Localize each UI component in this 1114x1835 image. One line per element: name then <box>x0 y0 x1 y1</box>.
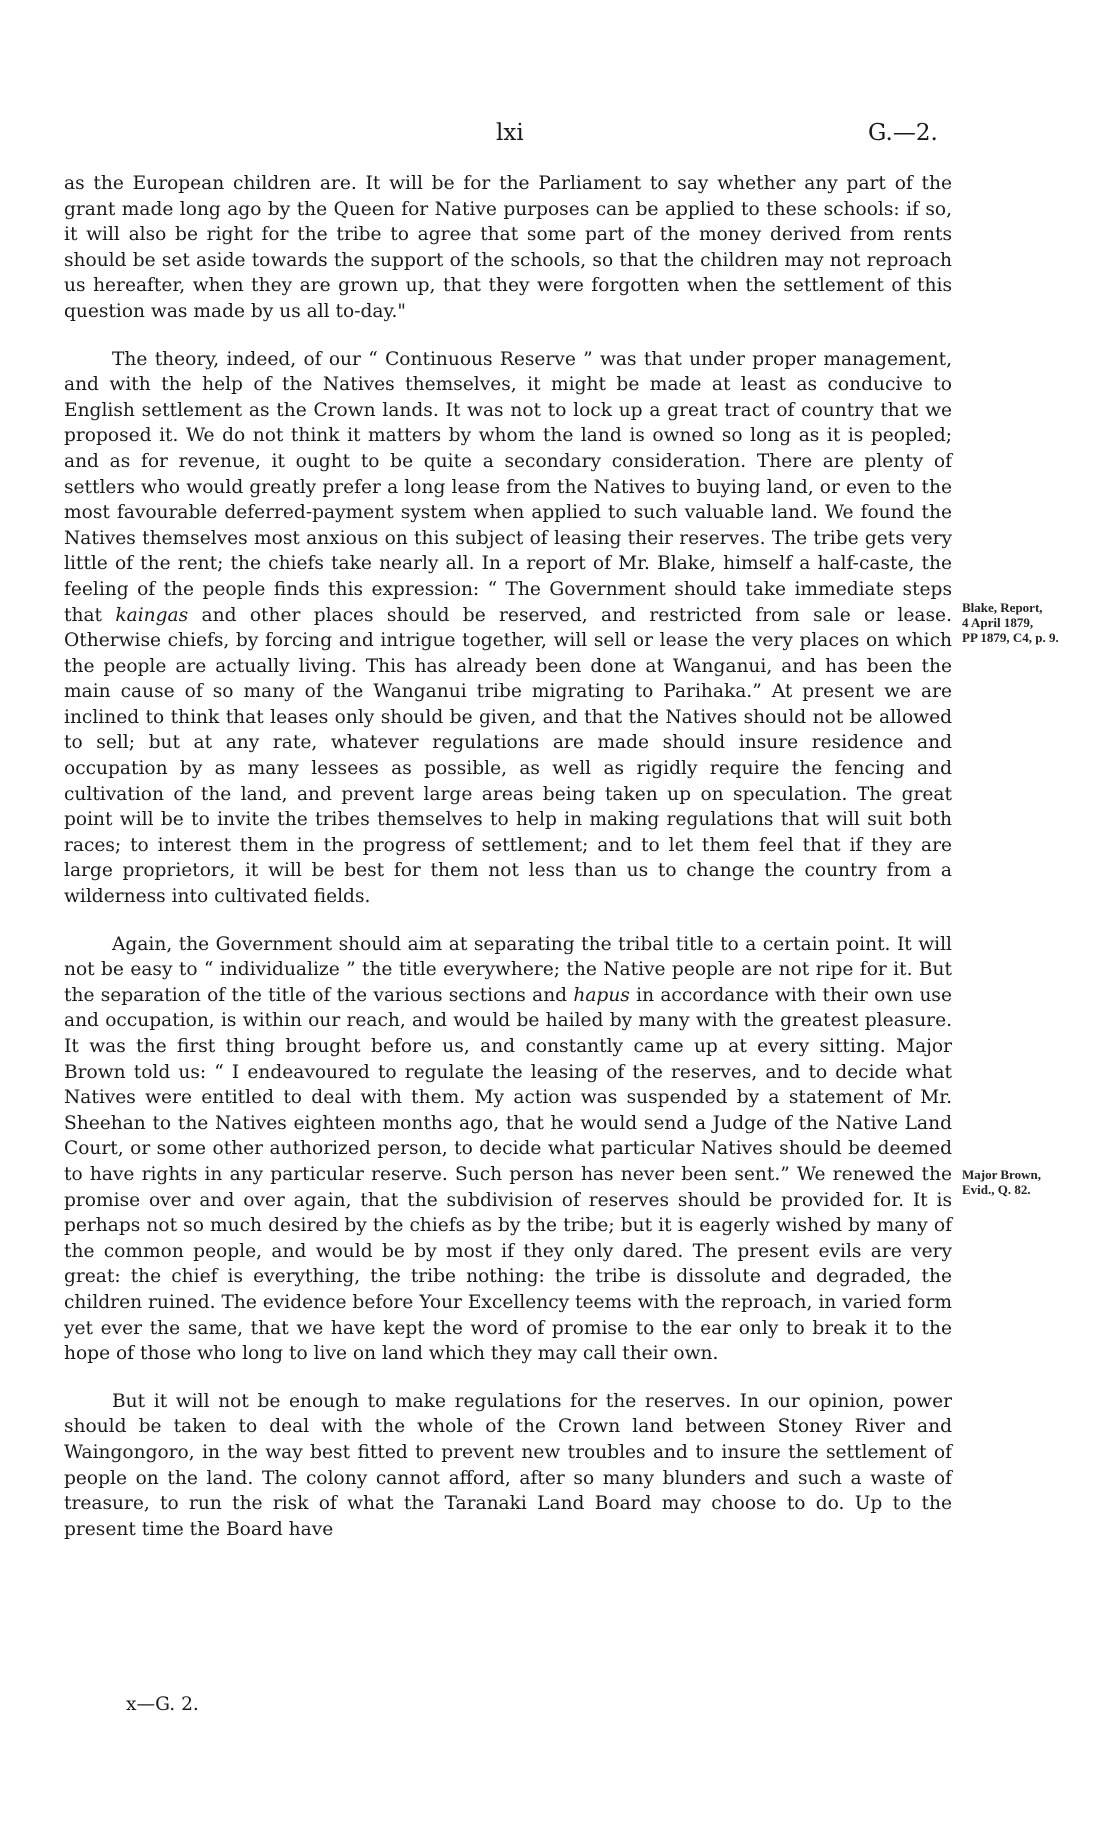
paragraph-4: But it will not be enough to make regulations for the reserves. In our opinion, power should be taken to deal with the whole of the Crown land between Stoney River and Waingongoro, in the way best fitted to prevent new troubles and to insure the settlement of people on the land. The colony cannot afford, after so many blunders and such a waste of treasure, to run the risk of what the Taranaki Land Board may choose to do. Up to the present time the Board have <box>64 1390 952 1540</box>
margin-note-blake-line: PP 1879, C4, p. 9. <box>962 630 1059 645</box>
paragraph-2-italic: kaingas <box>115 604 189 626</box>
paragraph-3 <box>64 932 952 1367</box>
paragraph-1: as the European children are. It will be for the Parliament to say whether any part of the grant made long ago by the Queen for Native purposes can be applied to these schools: if so, it will also be right for the tribe to agree that some part of the money derived from rents should be set aside towards the support of the schools, so that the children may not reproach us hereafter, when they are grown up, that they were forgotten when the settlement of this question was made by us all to-day." <box>64 173 952 322</box>
page-header <box>0 120 1114 150</box>
margin-note-brown-line: Major Brown, <box>962 1167 1041 1182</box>
signature-mark: x—G. 2. <box>126 1694 199 1715</box>
paragraph-3-part-1: Again, the Government should aim at separating the tribal title to a certain point. It will not be easy to “ individualize ” the title everywhere; the Native people are not ripe for it. But the separation of the title of the various sections and <box>64 933 952 1006</box>
paragraph-3-italic: hapus <box>573 984 630 1006</box>
margin-note-brown <box>962 1167 1112 1197</box>
margin-note-brown-line: Evid., Q. 82. <box>962 1182 1031 1197</box>
document-code: G.—2. <box>868 120 938 146</box>
body-text <box>64 171 952 1564</box>
margin-note-blake <box>962 600 1112 645</box>
margin-note-blake-line: 4 April 1879, <box>962 615 1034 630</box>
page-number: lxi <box>496 120 524 146</box>
paragraph-2-part-1: The theory, indeed, of our “ Continuous Reserve ” was that under proper management, and with the help of the Natives themselves, it might be made at least as conducive to English settlement as the Crown lands. It was not to lock up a great tract of country that we proposed it. We do not think it matters by whom the land is owned so long as it is peopled; and as for revenue, it ought to be quite a secondary consideration. There are plenty of settlers who would greatly prefer a long lease from the Natives to buying land, or even to the most favourable deferred-payment system when applied to such valuable land. We found the Natives themselves most anxious on this subject of leasing their reserves. The tribe gets very little of the rent; the chiefs take nearly all. In a report of Mr. Blake, himself a half-caste, the feeling of the people finds this expression: “ The Government should take immediate steps that <box>64 348 952 626</box>
paragraph-2 <box>64 347 952 910</box>
paragraph-2-part-2: and other places should be reserved, and restricted from sale or lease. Otherwise chiefs, by forcing and intrigue together, will sell or lease the very places on which the people are actually living. This has already been done at Wanganui, and has been the main cause of so many of the Wanganui tribe migrating to Parihaka.” At present we are inclined to think that leases only should be given, and that the Natives should not be allowed to sell; but at any rate, whatever regulations are made should insure residence and occupation by as many lessees as possible, as well as rigidly require the fencing and cultivation of the land, and prevent large areas being taken up on speculation. The great point will be to invite the tribes themselves to help in making regulations that will suit both races; to interest them in the progress of settlement; and to let them feel that if they are large proprietors, it will be best for them not less than us to change the country from a wilderness into cultivated fields. <box>64 604 952 908</box>
paragraph-3-part-2: in accordance with their own use and occupation, is within our reach, and would be hailed by many with the greatest pleasure. It was the first thing brought before us, and constantly came up at every sitting. Major Brown told us: “ I endeavoured to regulate the leasing of the reserves, and to decide what Natives were entitled to deal with them. My action was suspended by a statement of Mr. Sheehan to the Natives eighteen months ago, that he would send a Judge of the Native Land Court, or some other authorized person, to decide what particular Natives should be deemed to have rights in any particular reserve. Such person has never been sent.” We renewed the promise over and over again, that the subdivision of reserves should be provided for. It is perhaps not so much desired by the chiefs as by the tribe; but it is eagerly wished by many of the common people, and would be by most if they only dared. The present evils are very great: the chief is everything, the tribe nothing: the tribe is dissolute and degraded, the children ruined. The evidence before Your Excellency teems with the reproach, in varied form yet ever the same, that we have kept the word of promise to the ear only to break it to the hope of those who long to live on land which they may call their own. <box>64 984 953 1365</box>
margin-note-blake-line: Blake, Report, <box>962 600 1043 615</box>
